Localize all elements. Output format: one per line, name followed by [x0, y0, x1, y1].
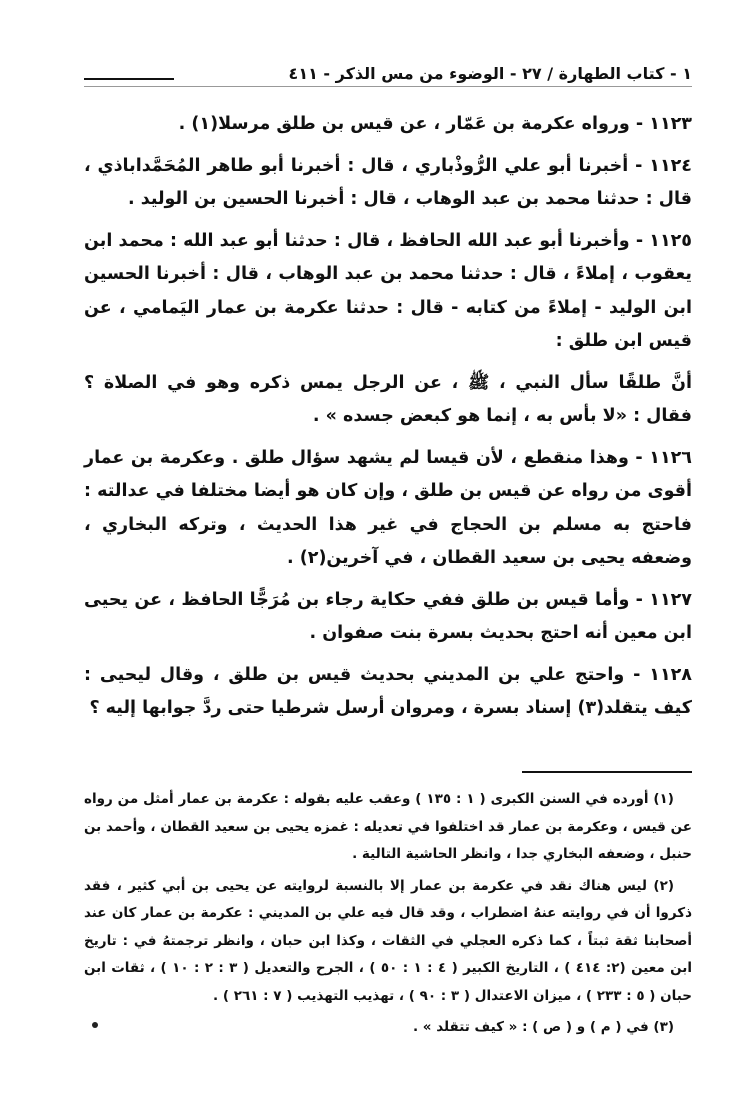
running-header: ١ - كتاب الطهارة / ٢٧ - الوضوء من مس الذكر - ٤١١ [288, 64, 692, 83]
footnote-1: (١) أورده في السنن الكبرى ( ١ : ١٣٥ ) وعقب عليه بقوله : عكرمة بن عمار أمثل من رواه عن قيس ، وعكرمة بن عمار قد اختلفوا في تعديله : غمزه يحيى بن سعيد القطان ، وأحمد بن حنبل ، وضعفه البخاري جدا ، وانظر الحاشية التالية . [84, 791, 692, 862]
footnote-3: (٣) في ( م ) و ( ص ) : « كيف تتقلد » . [412, 1019, 674, 1035]
footnote-2: (٢) ليس هناك نقد في عكرمة بن عمار إلا بالنسبة لروايته عن يحيى بن أبي كثير ، فقد ذكروا أن في روايته عنهُ اضطراب ، وقد قال فيه علي بن المديني : عكرمة بن عمار كان عند أصحابنا ثقة ثبتاً ، كما ذكره العجلي في الثقات ، وكذا ابن حبان ، وانظر ترجمتهُ في : تاريخ ابن معين (٢: ٤١٤ ) ، التاريخ الكبير ( ٤ : ١ : ٥٠ ) ، الجرح والتعديل ( ٣ : ٢ : ١٠ ) ، ثقات ابن حبان ( ٥ : ٢٣٣ ) ، ميزان الاعتدال ( ٣ : ٩٠ ) ، تهذيب التهذيب ( ٧ : ٢٦١ ) . [84, 877, 692, 1004]
header-rule-accent [84, 78, 174, 80]
main-text [84, 108, 692, 734]
paragraph-1126: ١١٢٦ - وهذا منقطع ، لأن قيسا لم يشهد سؤال طلق . وعكرمة بن عمار أقوى من رواه عن قيس بن طلق ، وإن كان هو أيضا مختلفا في عدالته : فاحتج به مسلم بن الحجاج في غير هذا الحديث ، وتركه البخاري ، وضعفه يحيى بن سعيد القطان ، في آخرين(٢) . [84, 447, 692, 568]
hadith-text: أنَّ طلقًا سأل النبي ، ﷺ ، عن الرجل يمس ذكره وهو في الصلاة ؟ فقال : «لا بأس به ، إنما هو كبعض جسده » . [84, 372, 692, 426]
paragraph-1124: ١١٢٤ - أخبرنا أبو علي الرُّوذْباري ، قال : أخبرنا أبو طاهر المُحَمَّداباذي ، قال : حدثنا محمد بن عبد الوهاب ، قال : أخبرنا الحسين بن الوليد . [84, 155, 692, 209]
paragraph-1127: ١١٢٧ - وأما قيس بن طلق ففي حكاية رجاء بن مُرَجًّا الحافظ ، عن يحيى ابن معين أنه احتج بحديث بسرة بنت صفوان . [84, 589, 692, 643]
header-rule [84, 86, 692, 87]
footnote-separator [522, 771, 692, 773]
paragraph-1123: ١١٢٣ - ورواه عكرمة بن عَمّار ، عن قيس بن طلق مرسلا(١) . [178, 114, 692, 134]
paragraph-1128: ١١٢٨ - واحتج علي بن المديني بحديث قيس بن طلق ، وقال ليحيى : كيف يتقلد(٣) إسناد بسرة ، ومروان أرسل شرطيا حتى ردَّ جوابها إليه ؟ [84, 664, 692, 718]
page-mark [92, 1022, 98, 1028]
paragraph-1125: ١١٢٥ - وأخبرنا أبو عبد الله الحافظ ، قال : حدثنا أبو عبد الله : محمد ابن يعقوب ، إملاءً ، قال : حدثنا محمد بن عبد الوهاب ، قال : أخبرنا الحسين ابن الوليد - إملاءً من كتابه - قال : حدثنا عكرمة بن عمار اليَمامي ، عن قيس ابن طلق : [84, 230, 692, 351]
footnotes [84, 786, 692, 1046]
